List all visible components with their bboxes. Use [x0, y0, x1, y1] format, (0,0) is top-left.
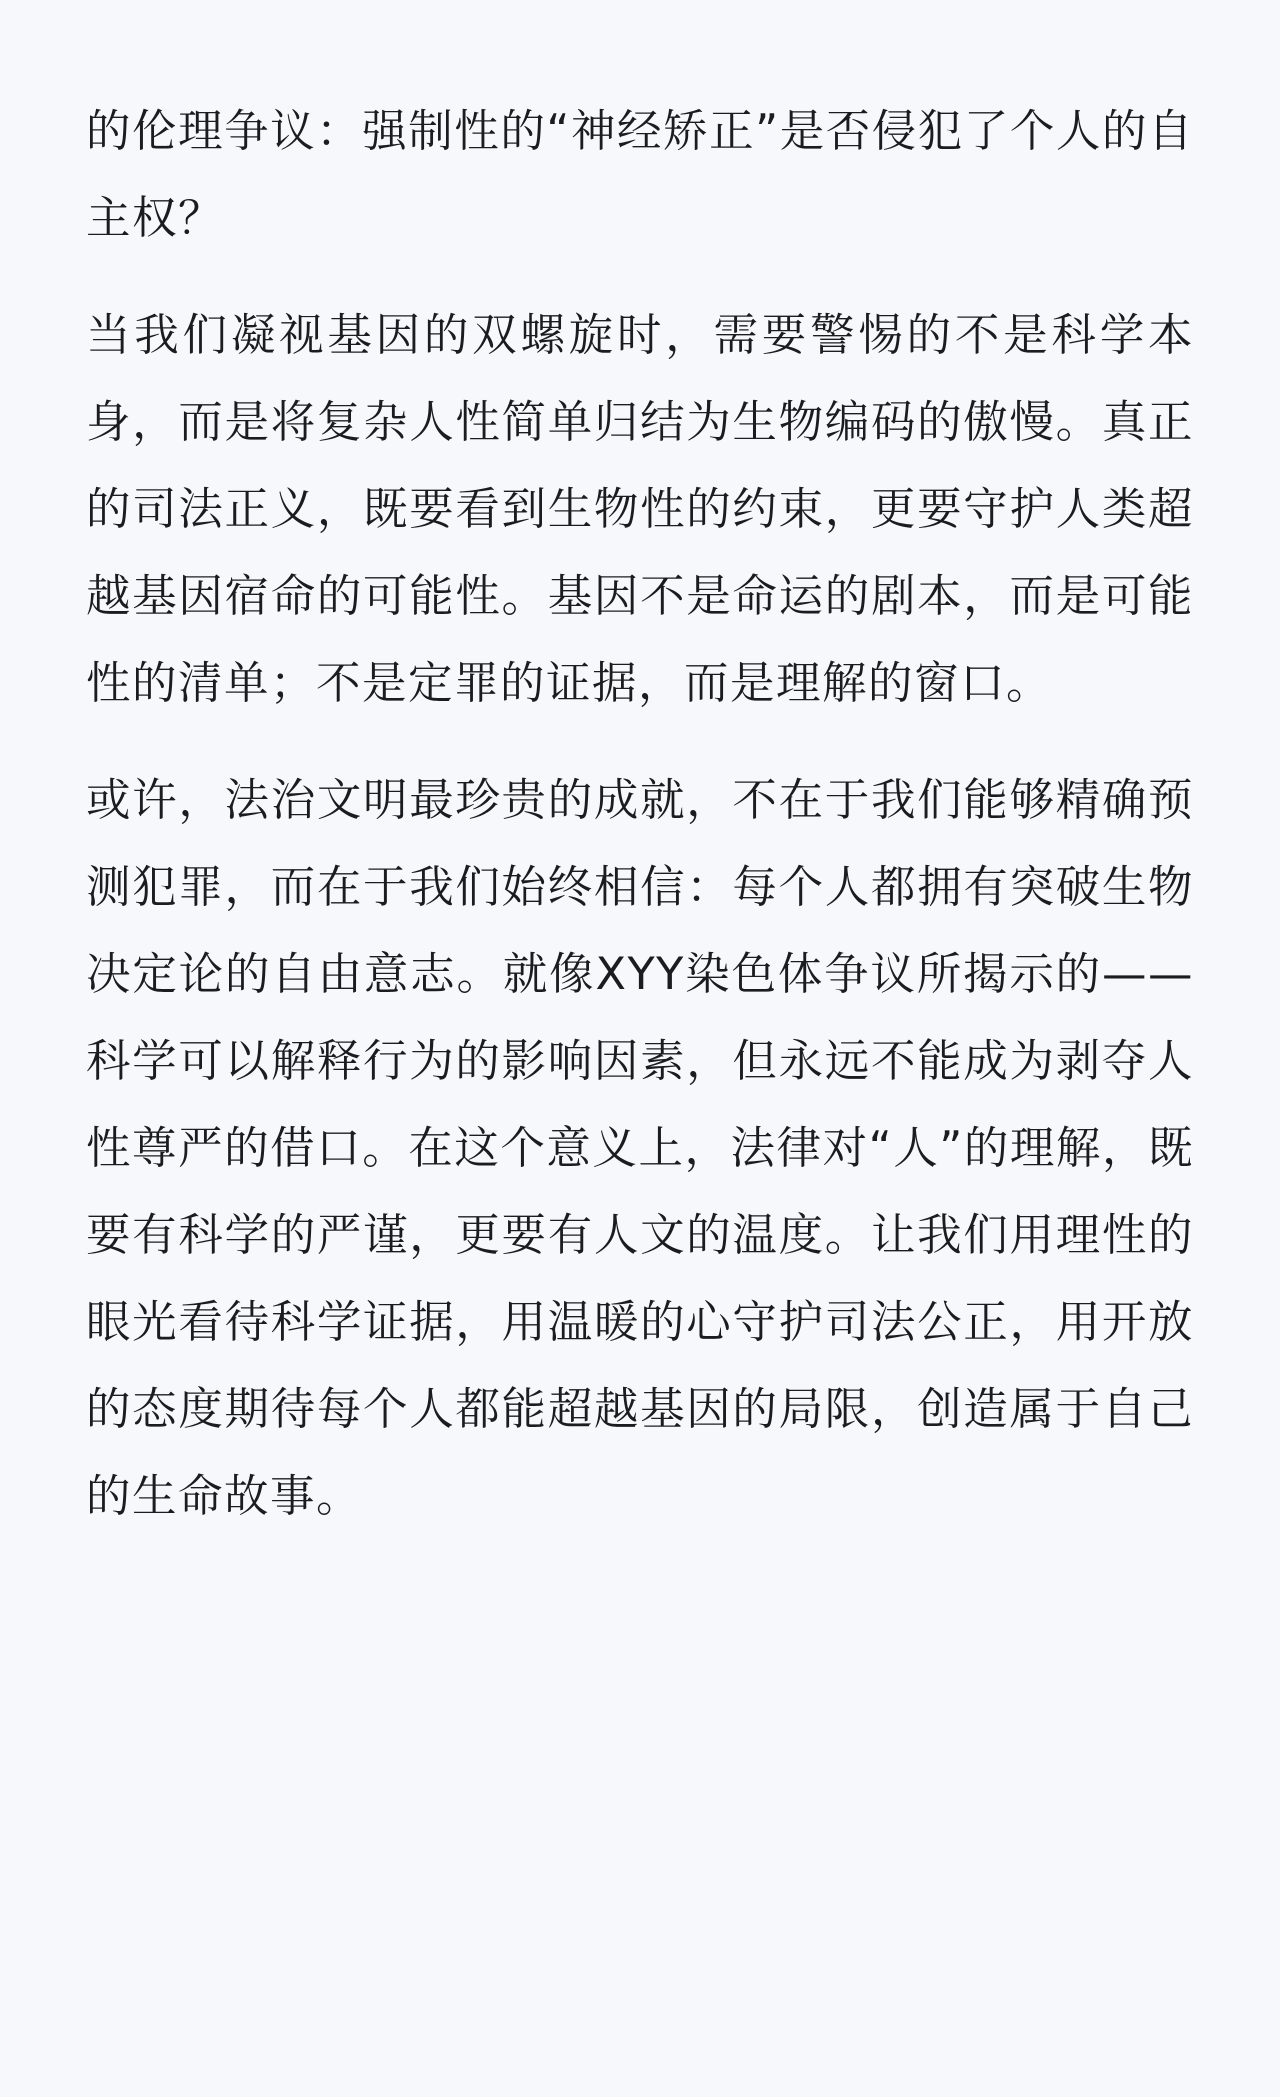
paragraph-2: 当我们凝视基因的双螺旋时，需要警惕的不是科学本身，而是将复杂人性简单归结为生物编码的傲慢。真正的司法正义，既要看到生物性的约束，更要守护人类超越基因宿命的可能性。基因不是命运的剧本，而是可能性的清单；不是定罪的证据，而是理解的窗口。: [86, 310, 1194, 709]
paragraph-3: 或许，法治文明最珍贵的成就，不在于我们能够精确预测犯罪，而在于我们始终相信：每个人都拥有突破生物决定论的自由意志。就像XYY染色体争议所揭示的——科学可以解释行为的影响因素，但永远不能成为剥夺人性尊严的借口。在这个意义上，法律对“人”的理解，既要有科学的严谨，更要有人文的温度。让我们用理性的眼光看待科学证据，用温暖的心守护司法公正，用开放的态度期待每个人都能超越基因的局限，创造属于自己的生命故事。: [86, 775, 1194, 1522]
paragraph-1: 的伦理争议：强制性的“神经矫正”是否侵犯了个人的自主权？: [86, 106, 1194, 244]
